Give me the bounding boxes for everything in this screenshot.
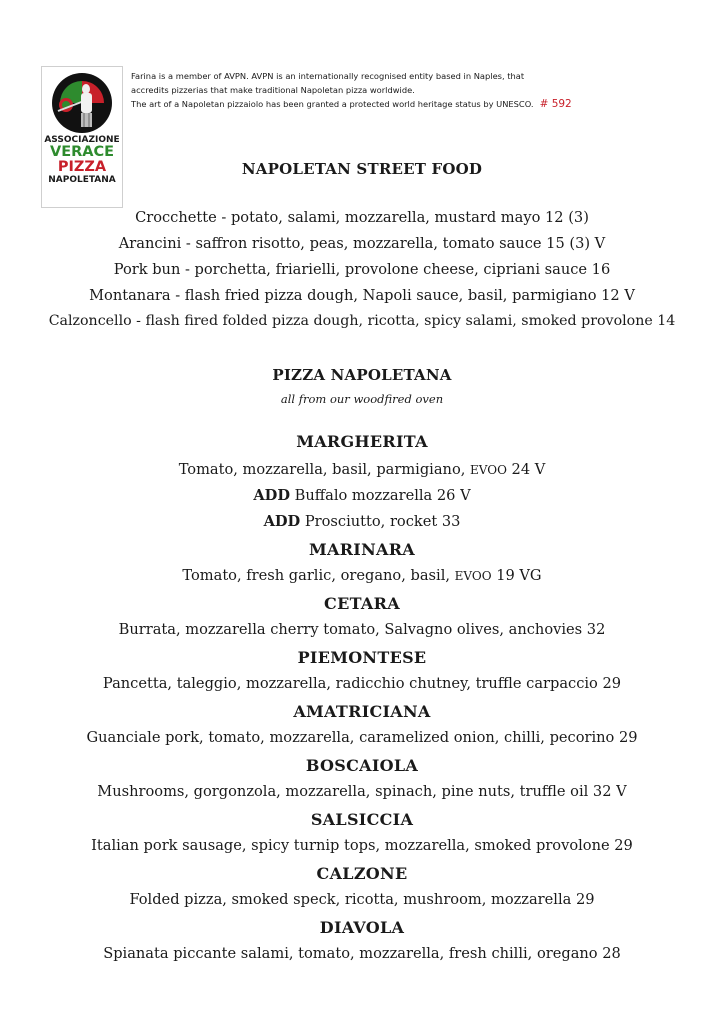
pizza-section-subtitle: all from our woodfired oven [280, 392, 444, 406]
intro-line [131, 97, 601, 111]
add-label: ADD [263, 513, 301, 530]
pizza-name-calzone: CALZONE [316, 864, 408, 883]
pizza-desc-piemontese: Pancetta, taleggio, mozzarella, radicchio chutney, truffle carpaccio 29 [102, 675, 622, 692]
pizza-name-salsiccia: SALSICCIA [310, 810, 414, 829]
pizza-desc-marinara [0, 567, 724, 584]
margherita-add-prosciutto [0, 513, 724, 530]
street-food-title: NAPOLETAN STREET FOOD [241, 160, 483, 178]
pizza-desc-amatriciana: Guanciale pork, tomato, mozzarella, caramelized onion, chilli, pecorino 29 [86, 729, 638, 746]
pizza-desc-calzone: Folded pizza, smoked speck, ricotta, mushroom, mozzarella 29 [129, 891, 595, 908]
add-label: ADD [253, 487, 290, 504]
pizza-name-amatriciana: AMATRICIANA [293, 702, 431, 721]
margherita-add-buffalo [0, 487, 724, 504]
evoo-label: EVOO [454, 569, 492, 583]
avpn-member-number: # 592 [539, 98, 572, 110]
pizza-section-title: PIZZA NAPOLETANA [272, 366, 452, 384]
pizza-name-diavola: DIAVOLA [319, 918, 405, 937]
street-food-item: Crocchette - potato, salami, mozzarella, mustard mayo 12 (3) [135, 209, 589, 226]
pizza-desc-diavola: Spianata piccante salami, tomato, mozzarella, fresh chilli, oregano 28 [103, 945, 621, 962]
logo-line-verace: VERACE [49, 144, 115, 160]
avpn-logo [41, 66, 123, 208]
intro-line: Farina is a member of AVPN. AVPN is an internationally recognised entity based in Naples, that [131, 71, 525, 81]
price-text: 19 VG [496, 567, 542, 584]
add-text: Buffalo mozzarella 26 V [294, 487, 471, 504]
pizzaiolo-emblem-icon [50, 71, 114, 135]
pizza-desc-salsiccia: Italian pork sausage, spicy turnip tops, mozzarella, smoked provolone 29 [91, 837, 633, 854]
pizza-name-margherita: MARGHERITA [296, 432, 428, 451]
logo-line-pizza: PIZZA [57, 159, 107, 175]
avpn-intro [131, 69, 601, 111]
intro-line: accredits pizzerias that make traditional Napoletan pizza worldwide. [131, 85, 415, 95]
evoo-label: EVOO [470, 463, 507, 477]
pizza-name-marinara: MARINARA [308, 540, 416, 559]
street-food-item: Montanara - flash fried pizza dough, Napoli sauce, basil, parmigiano 12 V [89, 287, 635, 304]
intro-line-text: The art of a Napoletan pizzaiolo has been granted a protected world heritage status by UNESCO. [131, 99, 534, 109]
desc-text: Tomato, mozzarella, basil, parmigiano, [178, 461, 466, 478]
price-text: 24 V [511, 461, 546, 478]
street-food-item: Pork bun - porchetta, friarielli, provolone cheese, cipriani sauce 16 [113, 261, 611, 278]
street-food-item: Calzoncello - flash fired folded pizza dough, ricotta, spicy salami, smoked provolone 14 [48, 313, 676, 329]
pizza-desc-boscaiola: Mushrooms, gorgonzola, mozzarella, spinach, pine nuts, truffle oil 32 V [97, 783, 627, 800]
logo-line-associazione: ASSOCIAZIONE [44, 135, 120, 145]
desc-text: Tomato, fresh garlic, oregano, basil, [182, 567, 451, 584]
logo-line-napoletana: NAPOLETANA [48, 175, 116, 185]
pizza-desc-cetara: Burrata, mozzarella cherry tomato, Salvagno olives, anchovies 32 [118, 621, 606, 638]
add-text: Prosciutto, rocket 33 [304, 513, 461, 530]
street-food-item: Arancini - saffron risotto, peas, mozzarella, tomato sauce 15 (3) V [118, 235, 606, 252]
pizza-desc-margherita [0, 461, 724, 478]
pizza-name-cetara: CETARA [324, 594, 400, 613]
pizza-name-boscaiola: BOSCAIOLA [305, 756, 419, 775]
pizza-name-piemontese: PIEMONTESE [297, 648, 427, 667]
